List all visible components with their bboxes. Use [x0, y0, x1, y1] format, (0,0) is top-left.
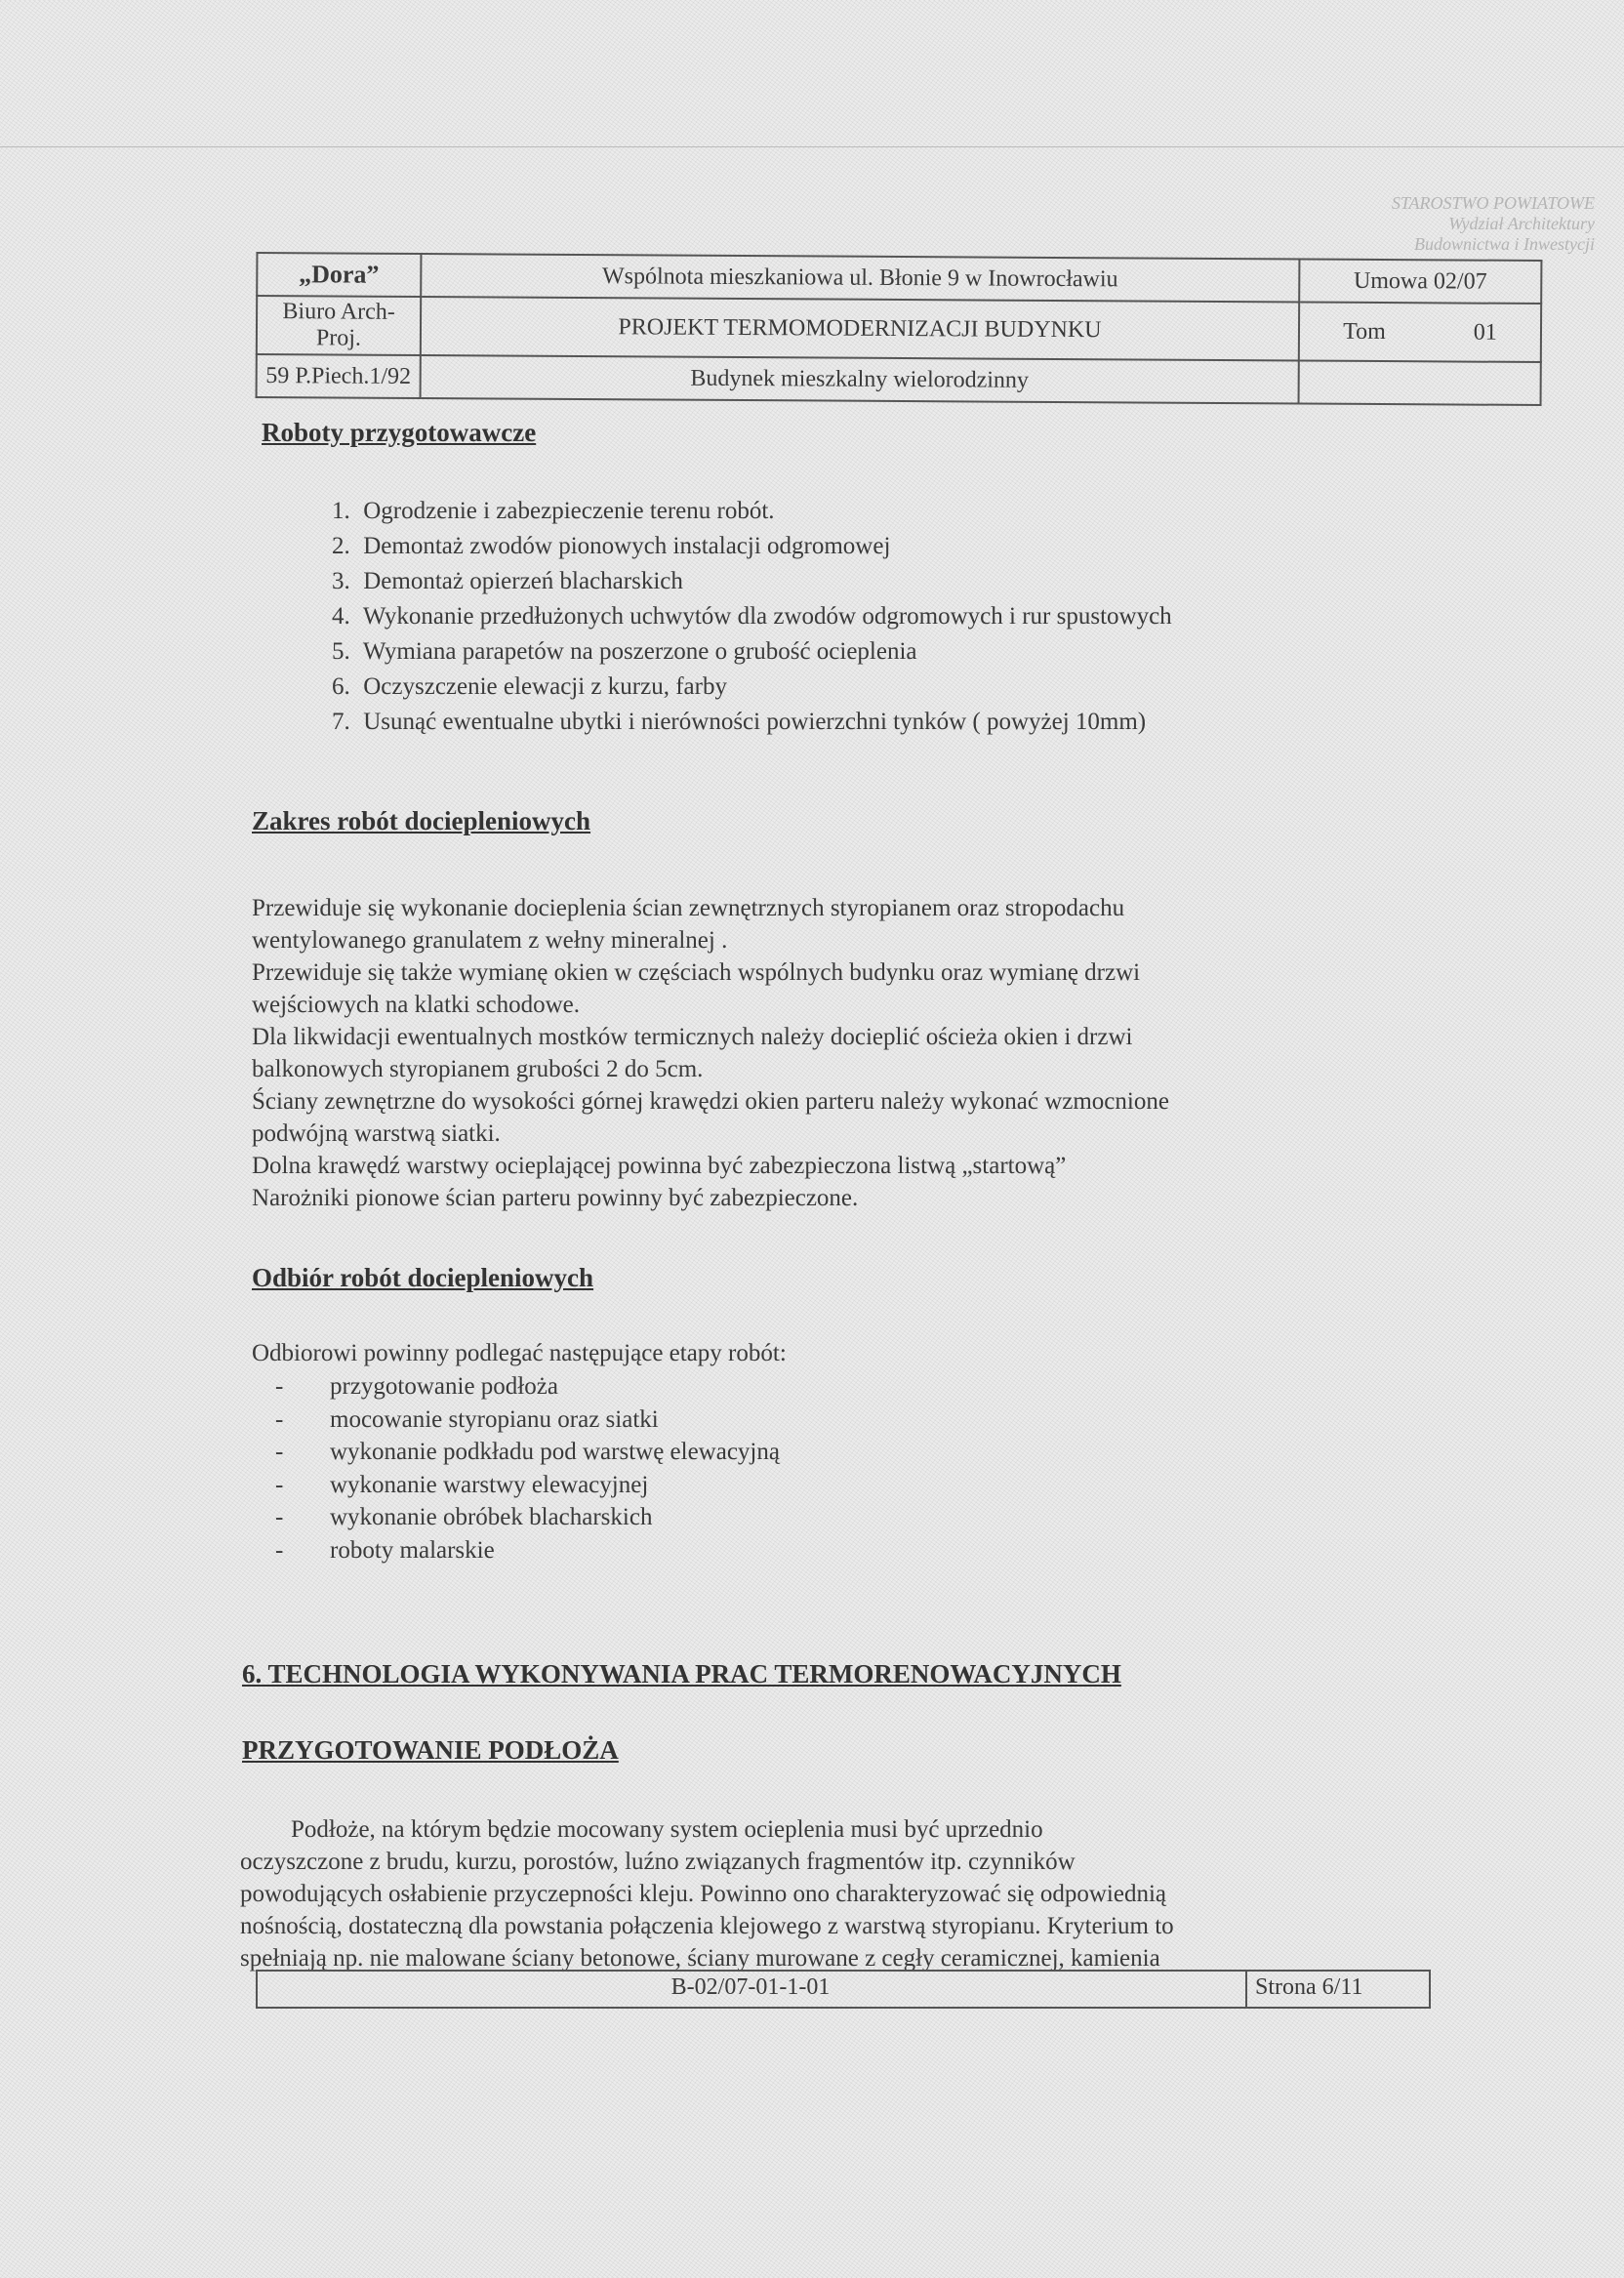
- substrate-preparation-text: [240, 1813, 1174, 1974]
- dash-bullet: -: [275, 1439, 284, 1465]
- building-type: Budynek mieszkalny wielorodzinny: [421, 355, 1299, 403]
- item-number: 4.: [332, 603, 350, 630]
- volume: [1299, 303, 1541, 363]
- text-line: wejściowych na klatki schodowe.: [252, 992, 581, 1018]
- list-item: [275, 1534, 780, 1567]
- item-number: 2.: [332, 533, 350, 559]
- list-item: [332, 564, 1172, 599]
- list-item: [275, 1403, 780, 1437]
- list-item: [332, 494, 1172, 529]
- text-line: podwójną warstwą siatki.: [252, 1120, 501, 1147]
- document-header-table: [256, 252, 1543, 406]
- item-text: wykonanie warstwy elewacyjnej: [330, 1471, 649, 1498]
- list-item: [275, 1469, 780, 1502]
- volume-value: 01: [1473, 319, 1497, 346]
- section-heading: Zakres robót dociepleniowych: [252, 806, 591, 835]
- item-text: wykonanie obróbek blacharskich: [330, 1504, 653, 1530]
- scan-edge-line: [0, 146, 1624, 147]
- text-line: nośnością, dostateczną dla powstania połączenia klejowego z warstwą styropianu. Kryterium to: [240, 1913, 1174, 1939]
- list-item: [275, 1436, 780, 1469]
- item-text: Demontaż opierzeń blacharskich: [363, 568, 683, 594]
- item-text: Wymiana parapetów na poszerzone o grubość ocieplenia: [362, 638, 917, 665]
- item-text: Ogrodzenie i zabezpieczenie terenu robót.: [363, 498, 775, 524]
- section-heading: Odbiór robót dociepleniowych: [252, 1263, 594, 1292]
- page-number: Strona 6/11: [1245, 1972, 1370, 2007]
- item-text: przygotowanie podłoża: [330, 1373, 558, 1400]
- empty-cell: [1299, 361, 1541, 406]
- item-text: Usunąć ewentualne ubytki i nierówności powierzchni tynków ( powyżej 10mm): [363, 709, 1147, 735]
- text-line: Podłoże, na którym będzie mocowany system ocieplenia musi być uprzednio: [291, 1816, 1043, 1843]
- dash-bullet: -: [275, 1536, 284, 1564]
- text-line: Narożniki pionowe ścian parteru powinny być zabezpieczone.: [252, 1185, 859, 1211]
- list-item: [275, 1370, 780, 1403]
- section-heading: PRZYGOTOWANIE PODŁOŻA: [242, 1735, 619, 1765]
- insulation-scope-text: [252, 892, 1169, 1214]
- document-code: B-02/07-01-1-01: [670, 1974, 831, 2000]
- item-number: 1.: [332, 498, 350, 524]
- chapter-heading: 6. TECHNOLOGIA WYKONYWANIA PRAC TERMORENOWACYJNYCH: [242, 1659, 1121, 1688]
- acceptance-intro: Odbiorowi powinny podlegać następujące etapy robót:: [252, 1340, 787, 1366]
- text-line: Przewiduje się także wymianę okien w częściach wspólnych budynku oraz wymianę drzwi: [252, 959, 1141, 986]
- dash-bullet: -: [275, 1471, 284, 1498]
- item-text: Oczyszczenie elewacji z kurzu, farby: [363, 673, 727, 700]
- dash-bullet: -: [275, 1373, 284, 1400]
- page-footer: [256, 1970, 1431, 2009]
- text-line: oczyszczone z brudu, kurzu, porostów, luźno związanych fragmentów itp. czynników: [240, 1849, 1076, 1875]
- firm-type: Biuro Arch-Proj.: [257, 296, 421, 355]
- firm-name: „Dora”: [257, 253, 421, 297]
- firm-license: 59 P.Piech.1/92: [257, 354, 421, 398]
- text-line: Dla likwidacji ewentualnych mostków termicznych należy docieplić ościeża okien i drzwi: [252, 1024, 1133, 1050]
- volume-label: Tom: [1343, 318, 1386, 345]
- list-item: [332, 670, 1172, 705]
- client-name: Wspólnota mieszkaniowa ul. Błonie 9 w Inowrocławiu: [421, 254, 1299, 302]
- section-heading: Roboty przygotowawcze: [262, 418, 537, 447]
- item-text: wykonanie podkładu pod warstwę elewacyjną: [330, 1439, 780, 1465]
- text-line: powodujących osłabienie przyczepności kleju. Powinno ono charakteryzować się odpowiednią: [240, 1881, 1166, 1907]
- dash-bullet: -: [275, 1504, 284, 1530]
- list-item: [332, 599, 1172, 634]
- text-line: spełniają np. nie malowane ściany betonowe, ściany murowane z cegły ceramicznej, kamienia: [240, 1945, 1160, 1972]
- item-text: mocowanie styropianu oraz siatki: [330, 1405, 659, 1433]
- item-number: 5.: [332, 638, 350, 665]
- item-number: 6.: [332, 673, 350, 700]
- item-text: Demontaż zwodów pionowych instalacji odgromowej: [363, 533, 891, 559]
- preparatory-works-list: [332, 494, 1172, 740]
- text-line: Ściany zewnętrzne do wysokości górnej krawędzi okien parteru należy wykonać wzmocnione: [252, 1088, 1169, 1115]
- stamp-line: Wydział Architektury: [1448, 214, 1595, 233]
- stamp-line: Budownictwa i Inwestycji: [1414, 234, 1595, 254]
- dash-bullet: -: [275, 1405, 284, 1433]
- list-item: [332, 529, 1172, 564]
- text-line: Przewiduje się wykonanie docieplenia ścian zewnętrznych styropianem oraz stropodachu: [252, 895, 1125, 921]
- text-line: balkonowych styropianem grubości 2 do 5cm.: [252, 1056, 704, 1082]
- office-stamp: [1392, 193, 1595, 255]
- item-text: roboty malarskie: [330, 1536, 495, 1564]
- item-number: 3.: [332, 568, 350, 594]
- item-text: Wykonanie przedłużonych uchwytów dla zwodów odgromowych i rur spustowych: [362, 603, 1172, 630]
- contract-number: Umowa 02/07: [1299, 260, 1541, 305]
- list-item: [332, 705, 1172, 740]
- project-title: PROJEKT TERMOMODERNIZACJI BUDYNKU: [421, 297, 1299, 360]
- text-line: Dolna krawędź warstwy ocieplającej powinna być zabezpieczona listwą „startową”: [252, 1153, 1067, 1179]
- item-number: 7.: [332, 709, 350, 735]
- list-item: [275, 1501, 780, 1534]
- acceptance-stages-list: [275, 1370, 780, 1566]
- stamp-line: STAROSTWO POWIATOWE: [1391, 193, 1595, 213]
- list-item: [332, 634, 1172, 670]
- text-line: wentylowanego granulatem z wełny mineralnej .: [252, 927, 728, 954]
